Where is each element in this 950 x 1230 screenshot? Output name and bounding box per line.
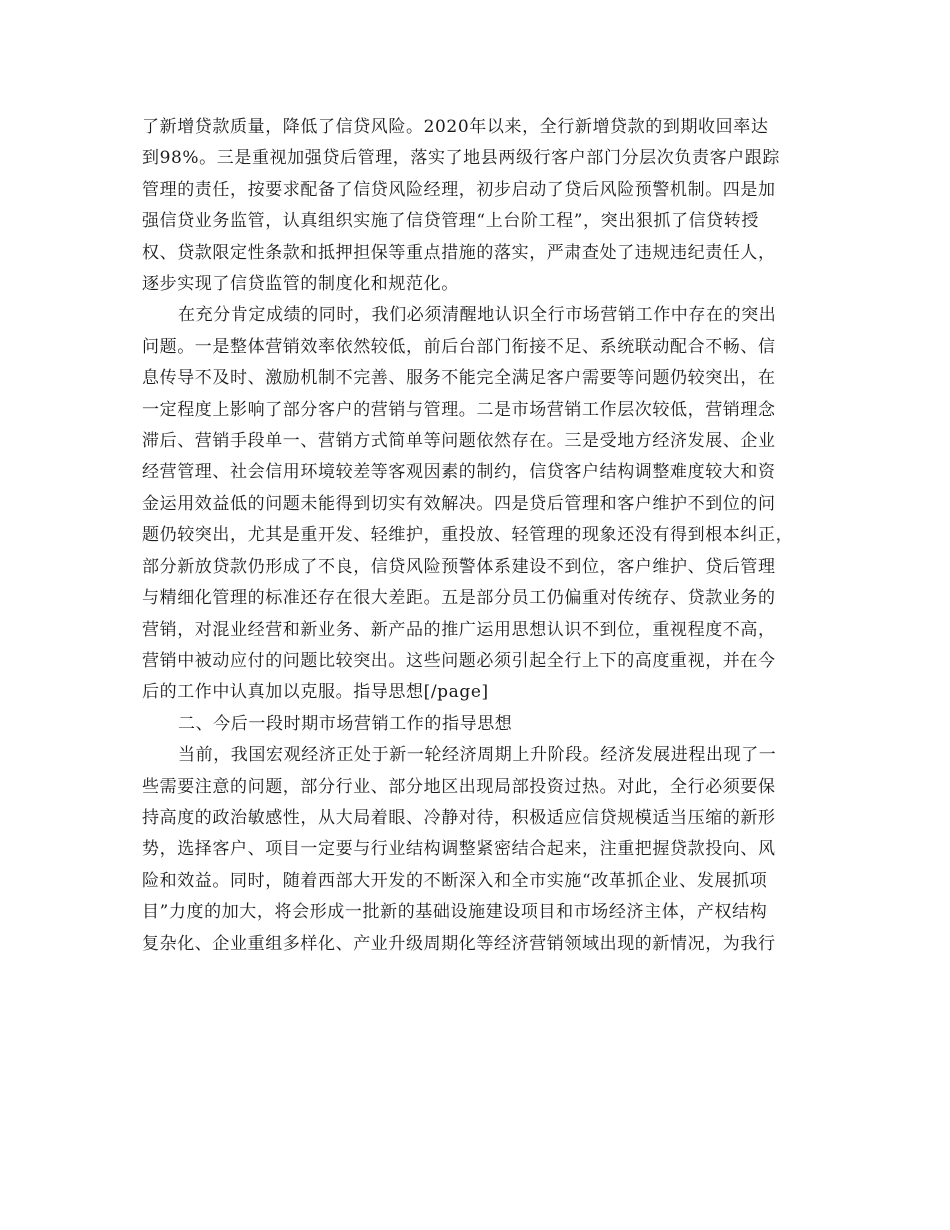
document-page bbox=[142, 112, 814, 960]
text-line: 营销，对混业经营和新业务、新产品的推广运用思想认识不到位，重视程度不高， bbox=[142, 619, 776, 640]
text-line: 一定程度上影响了部分客户的营销与管理。二是市场营销工作层次较低，营销理念 bbox=[142, 399, 776, 420]
text-line: 在充分肯定成绩的同时，我们必须清醒地认识全行市场营销工作中存在的突出 bbox=[178, 305, 777, 326]
text-line: 与精细化管理的标准还存在很大差距。五是部分员工仍偏重对传统存、贷款业务的 bbox=[142, 588, 776, 609]
section-heading bbox=[142, 709, 814, 740]
text-line: 些需要注意的问题，部分行业、部分地区出现局部投资过热。对此，全行必须要保 bbox=[142, 776, 776, 797]
heading-text: 二、今后一段时期市场营销工作的指导思想 bbox=[178, 713, 513, 734]
text-line: 复杂化、企业重组多样化、产业升级周期化等经济营销领域出现的新情况，为我行 bbox=[142, 933, 776, 954]
paragraph-3 bbox=[142, 740, 814, 960]
text-line: 险和效益。同时，随着西部大开发的不断深入和全市实施“改革抓企业、发展抓项 bbox=[142, 870, 768, 891]
text-line: 目”力度的加大，将会形成一批新的基础设施建设项目和市场经济主体，产权结构 bbox=[142, 902, 768, 923]
text-line: 部分新放贷款仍形成了不良，信贷风险预警体系建设不到位，客户维护、贷后管理 bbox=[142, 556, 776, 577]
text-line: 金运用效益低的问题未能得到切实有效解决。四是贷后管理和客户维护不到位的问 bbox=[142, 493, 776, 514]
text-line: 后的工作中认真加以克服。指导思想[/page] bbox=[142, 682, 489, 703]
text-line: 当前，我国宏观经济正处于新一轮经济周期上升阶段。经济发展进程出现了一 bbox=[178, 745, 777, 766]
text-line: 经营管理、社会信用环境较差等客观因素的制约，信贷客户结构调整难度较大和资 bbox=[142, 462, 776, 483]
text-line: 逐步实现了信贷监管的制度化和规范化。 bbox=[142, 274, 459, 295]
text-line: 权、贷款限定性条款和抵押担保等重点措施的落实，严肃查处了违规违纪责任人， bbox=[142, 242, 776, 263]
text-line: 息传导不及时、激励机制不完善、服务不能完全满足客户需要等问题仍较突出，在 bbox=[142, 368, 776, 389]
text-line: 营销中被动应付的问题比较突出。这些问题必须引起全行上下的高度重视，并在今 bbox=[142, 650, 776, 671]
text-line: 了新增贷款质量，降低了信贷风险。2020年以来，全行新增贷款的到期收回率达 bbox=[142, 117, 769, 137]
text-line: 势，选择客户、项目一定要与行业结构调整紧密结合起来，注重把握贷款投向、风 bbox=[142, 839, 776, 860]
paragraph-2 bbox=[142, 300, 814, 708]
paragraph-1 bbox=[142, 112, 814, 300]
text-line: 滞后、营销手段单一、营销方式简单等问题依然存在。三是受地方经济发展、企业 bbox=[142, 431, 776, 452]
text-line: 题仍较突出，尤其是重开发、轻维护，重投放、轻管理的现象还没有得到根本纠正， bbox=[142, 525, 794, 546]
text-line: 管理的责任，按要求配备了信贷风险经理，初步启动了贷后风险预警机制。四是加 bbox=[142, 179, 776, 200]
text-line: 持高度的政治敏感性，从大局着眼、冷静对待，积极适应信贷规模适当压缩的新形 bbox=[142, 807, 776, 828]
text-line: 到98%。三是重视加强贷后管理，落实了地县两级行客户部门分层次负责客户跟踪 bbox=[142, 148, 780, 169]
text-line: 问题。一是整体营销效率依然较低，前后台部门衔接不足、系统联动配合不畅、信 bbox=[142, 336, 776, 357]
text-line: 强信贷业务监管，认真组织实施了信贷管理“上台阶工程”，突出狠抓了信贷转授 bbox=[142, 211, 759, 232]
